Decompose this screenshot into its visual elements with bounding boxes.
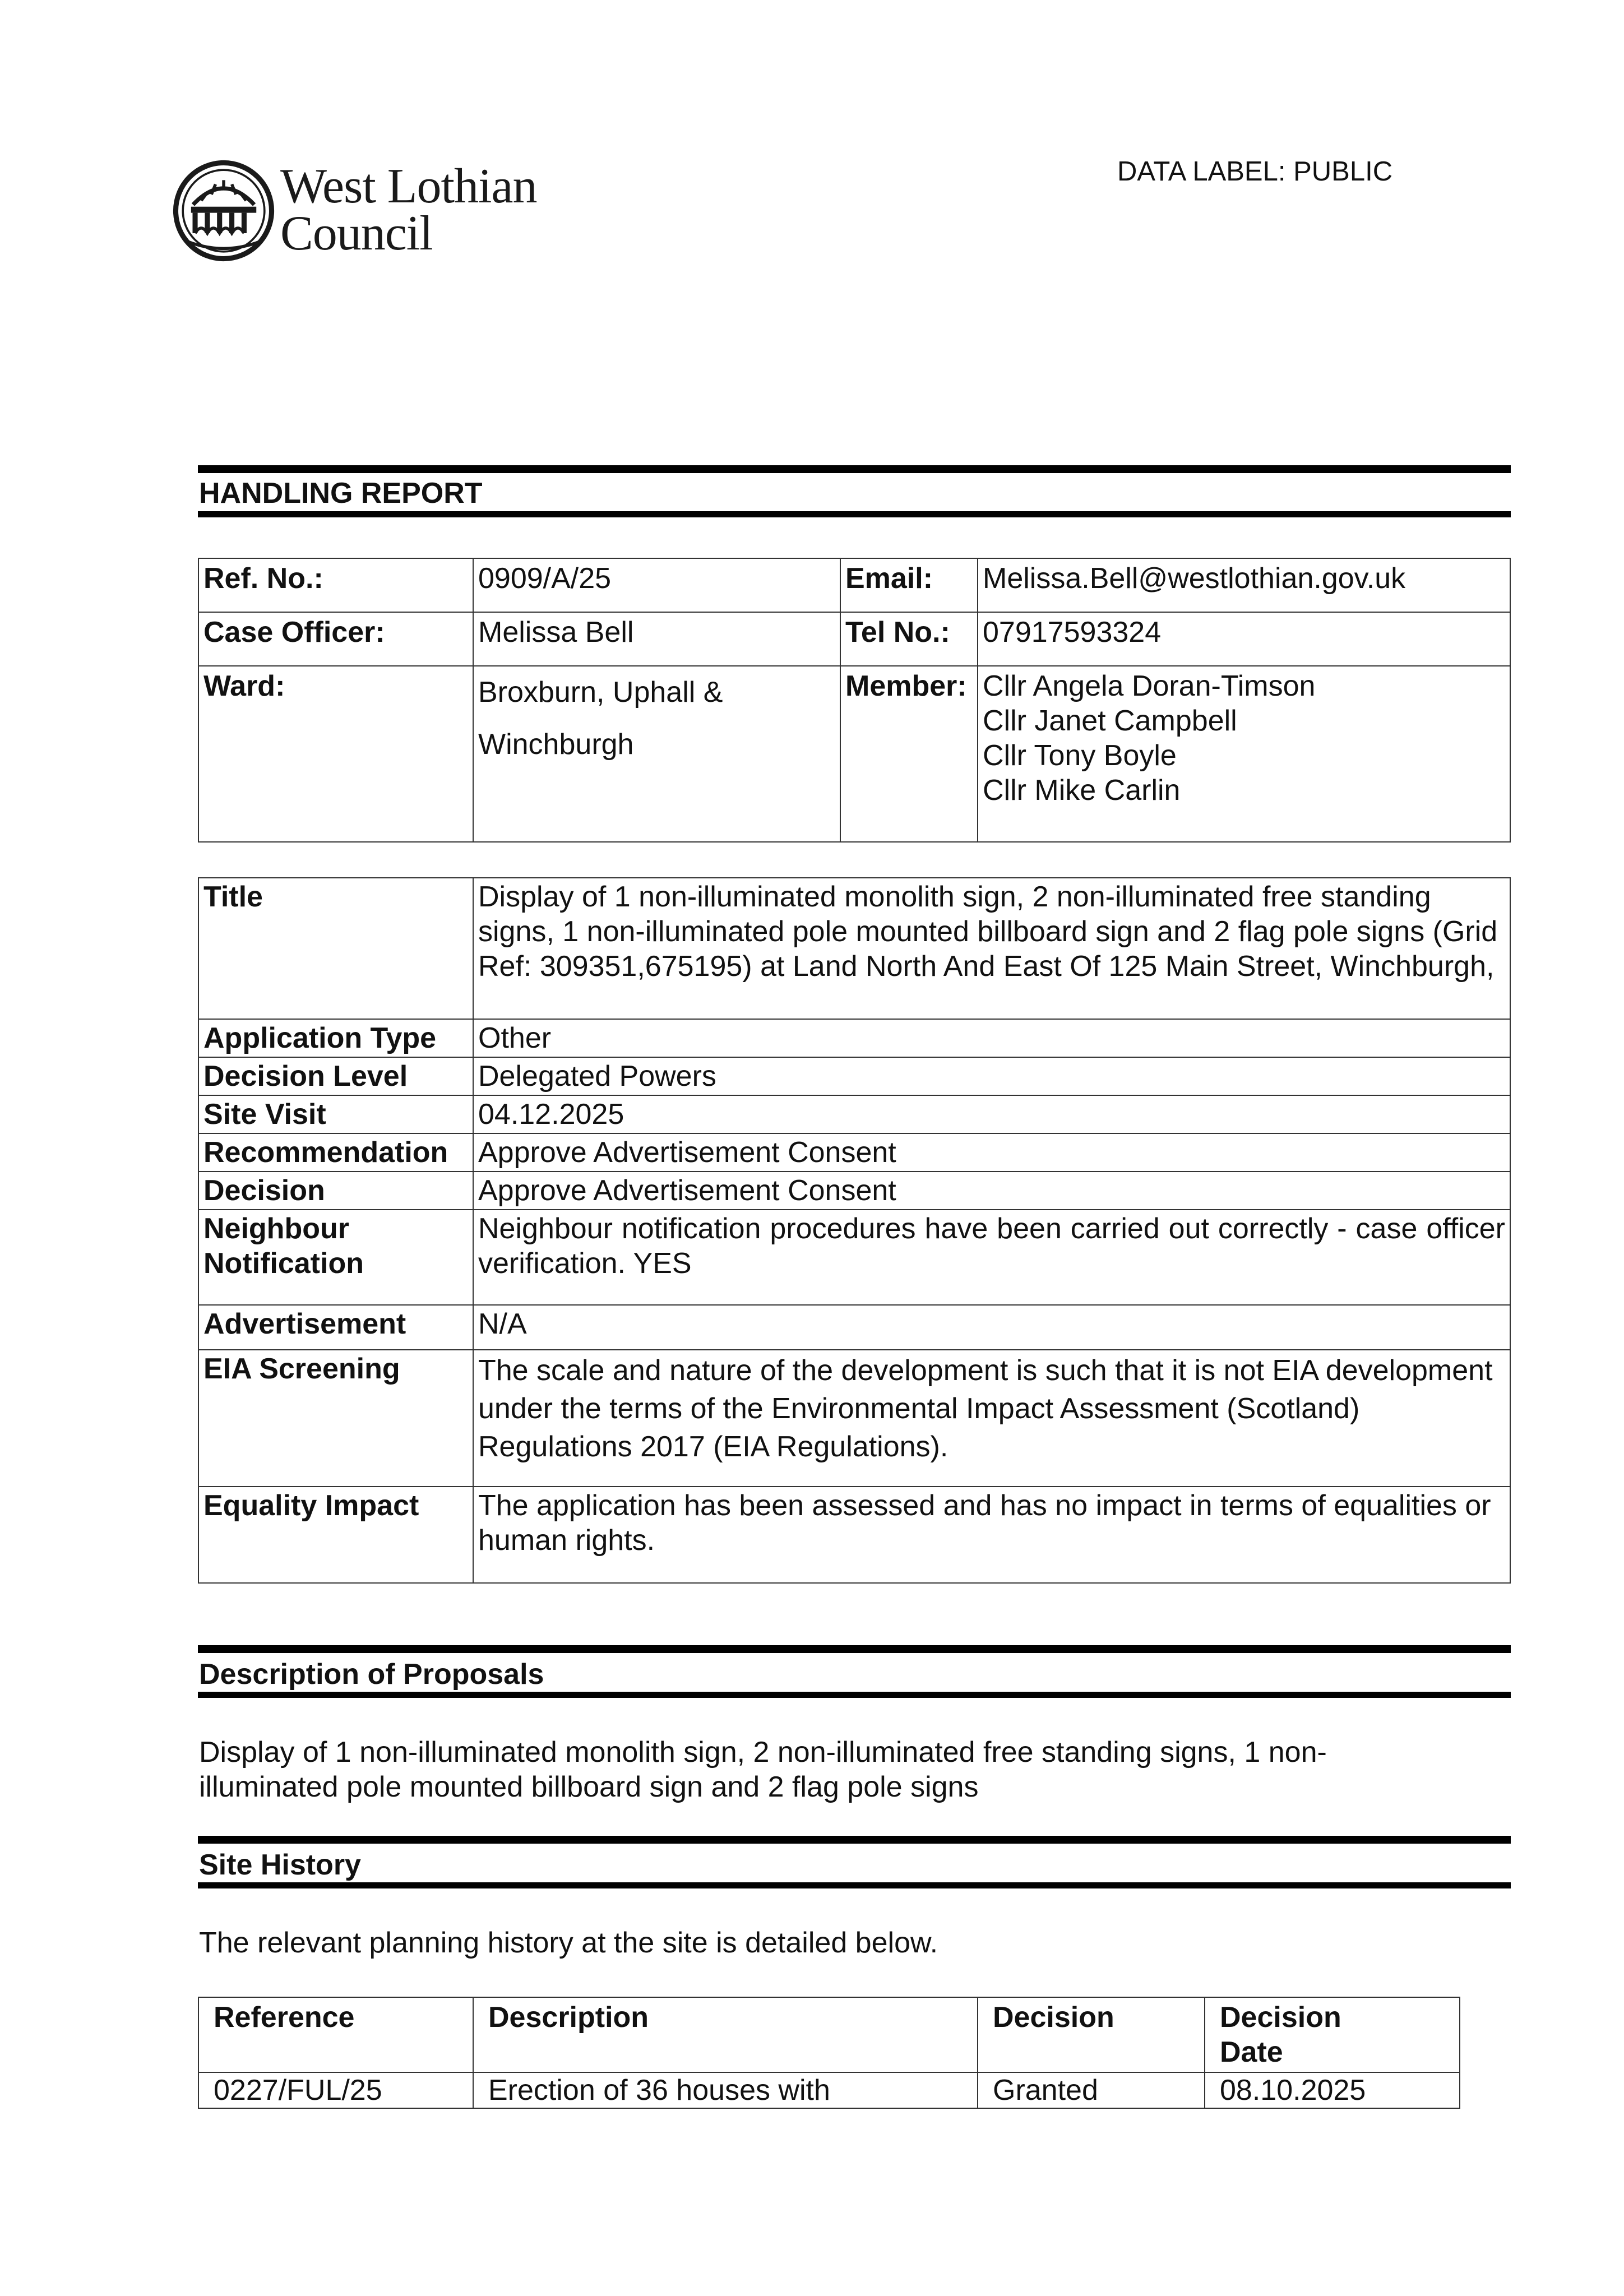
proposals-text: Display of 1 non-illuminated monolith sign, 2 non-illuminated free standing signs, 1 non-illuminated pole mounted billboard sign and 2 flag pole signs [199,1736,1327,1803]
summary-label: Title [198,878,473,1019]
member-list [978,666,1510,842]
case-details-table [198,558,1511,843]
column-header: Decision Date [1205,1997,1460,2072]
summary-value: Other [473,1019,1510,1057]
council-name-line1: West Lothian [280,159,537,214]
rule [198,1692,1511,1698]
summary-label: Application Type [198,1019,473,1057]
table-row [198,1350,1510,1487]
proposals-heading: Description of Proposals [199,1658,544,1691]
email-label: Email: [840,558,978,612]
council-name [280,159,537,261]
rule [198,1882,1511,1888]
member-item: Cllr Mike Carlin [983,774,1181,807]
rule [198,1836,1511,1844]
history-decision: Granted [978,2072,1205,2108]
summary-label: Advertisement [198,1305,473,1350]
rule [198,1645,1511,1653]
summary-label: Site Visit [198,1095,473,1133]
site-history-heading: Site History [199,1849,361,1881]
summary-label: EIA Screening [198,1350,473,1487]
summary-label: Recommendation [198,1133,473,1172]
history-reference: 0227/FUL/25 [198,2072,473,2108]
data-label: DATA LABEL: PUBLIC [1117,156,1393,187]
table-row [198,1210,1510,1305]
summary-value: Approve Advertisement Consent [473,1133,1510,1172]
ward-value [473,666,840,842]
table-row [198,1172,1510,1210]
ward-line: Winchburgh [478,728,634,761]
ward-label: Ward: [198,666,473,842]
member-label: Member: [840,666,978,842]
table-row [198,1487,1510,1583]
table-row [198,1019,1510,1057]
ref-value: 0909/A/25 [473,558,840,612]
member-item: Cllr Janet Campbell [983,705,1237,737]
council-name-line2: Council [280,206,433,261]
summary-label: Neighbour Notification [198,1210,473,1305]
council-crest-icon [173,160,275,262]
summary-label: Decision Level [198,1057,473,1095]
council-logo [173,160,554,272]
history-description: Erection of 36 houses with [473,2072,978,2108]
tel-value: 07917593324 [978,612,1510,666]
summary-value: 04.12.2025 [473,1095,1510,1133]
report-heading: HANDLING REPORT [199,477,483,510]
site-history-table [198,1997,1460,2109]
officer-label: Case Officer: [198,612,473,666]
summary-value: Approve Advertisement Consent [473,1172,1510,1210]
summary-value: N/A [473,1305,1510,1350]
summary-label: Equality Impact [198,1487,473,1583]
application-summary-table [198,877,1511,1584]
history-decision-date: 08.10.2025 [1205,2072,1460,2108]
table-row [198,878,1510,1019]
ward-line: Broxburn, Uphall & [478,676,723,709]
officer-value: Melissa Bell [473,612,840,666]
summary-label: Decision [198,1172,473,1210]
member-item: Cllr Angela Doran-Timson [983,670,1316,702]
rule [198,511,1511,517]
summary-value: Delegated Powers [473,1057,1510,1095]
column-header: Description [473,1997,978,2072]
tel-label: Tel No.: [840,612,978,666]
table-row [198,558,1510,612]
table-row [198,666,1510,842]
table-row [198,612,1510,666]
email-value: Melissa.Bell@westlothian.gov.uk [978,558,1510,612]
table-row [198,1133,1510,1172]
summary-value: Neighbour notification procedures have been carried out correctly - case officer verification. YES [473,1210,1510,1305]
rule [198,465,1511,473]
table-row [198,1057,1510,1095]
table-row [198,2072,1460,2108]
summary-value: The application has been assessed and has no impact in terms of equalities or human rights. [473,1487,1510,1583]
table-row [198,1095,1510,1133]
column-header: Decision [978,1997,1205,2072]
column-header: Reference [198,1997,473,2072]
table-row [198,1305,1510,1350]
summary-value: The scale and nature of the development is such that it is not EIA development under the terms of the Environmental Impact Assessment (Scotland) Regulations 2017 (EIA Regulations). [473,1350,1510,1487]
site-history-intro: The relevant planning history at the site is detailed below. [199,1927,938,1959]
summary-value: Display of 1 non-illuminated monolith sign, 2 non-illuminated free standing signs, 1 non-illuminated pole mounted billboard sign and 2 flag pole signs (Grid Ref: 309351,675195) at Land North And East Of 125 Main Street, Winchburgh, [473,878,1510,1019]
table-header-row [198,1997,1460,2072]
member-item: Cllr Tony Boyle [983,739,1177,772]
ref-label: Ref. No.: [198,558,473,612]
